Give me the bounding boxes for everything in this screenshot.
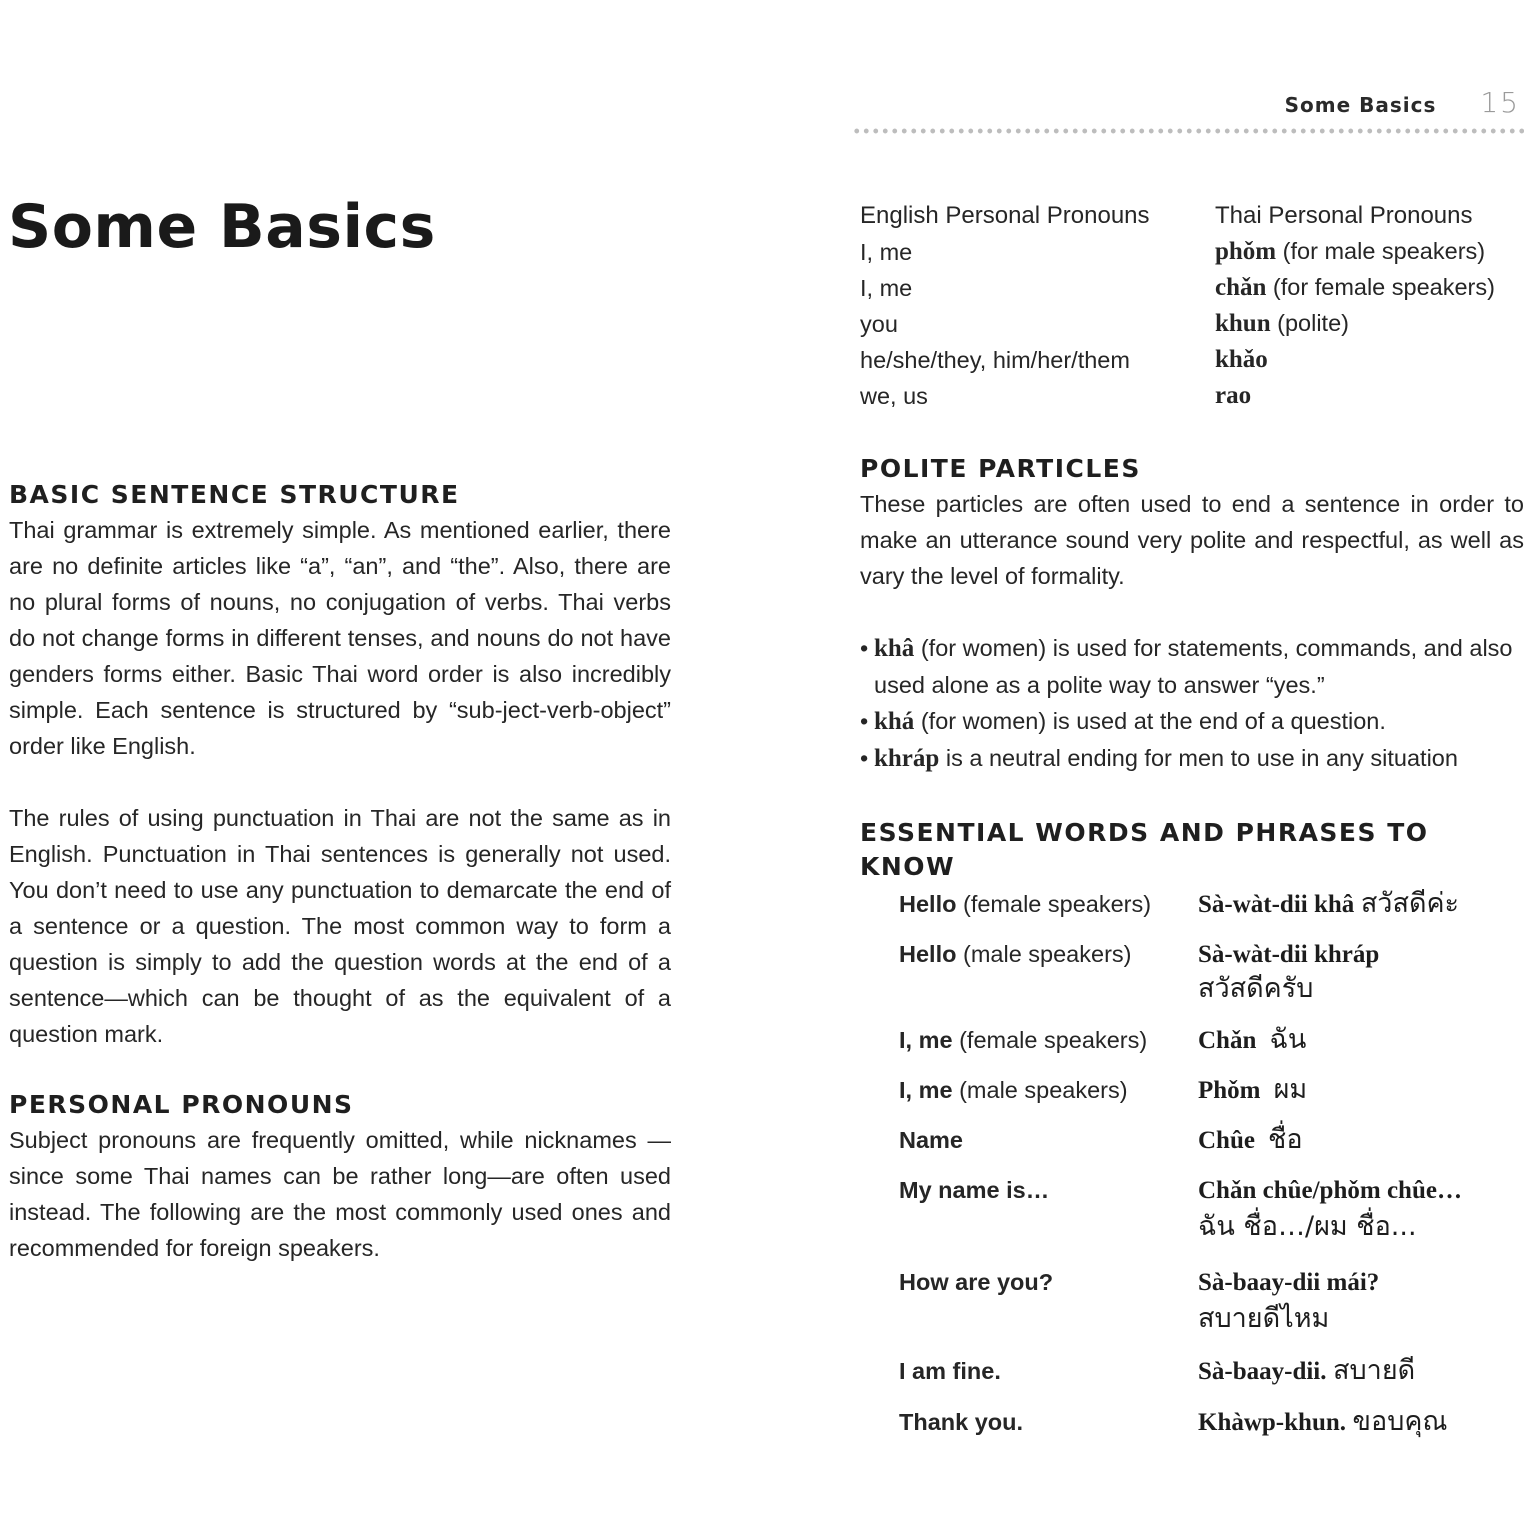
list-item bbox=[860, 740, 1524, 777]
phrase-row bbox=[899, 1020, 1524, 1070]
phrase-thai-script: ผม bbox=[1273, 1074, 1308, 1105]
phrase-note: (male speakers) bbox=[956, 941, 1132, 967]
phrase-thai-cell bbox=[1198, 1070, 1307, 1120]
phrase-note: (female speakers) bbox=[956, 891, 1152, 917]
phrase-english: How are you? bbox=[899, 1269, 1054, 1295]
phrase-thai-cell bbox=[1198, 1170, 1462, 1262]
pronoun-table-header bbox=[860, 198, 1524, 234]
phrase-english-cell bbox=[899, 1120, 1198, 1170]
pronoun-english: he/she/they, him/her/them bbox=[860, 346, 1130, 373]
essential-phrases-heading: ESSENTIAL WORDS AND PHRASES TO KNOW bbox=[860, 818, 1429, 881]
pronoun-thai: khun bbox=[1215, 310, 1271, 337]
polite-particles-paragraph: These particles are often used to end a sentence in order to make an utterance sound very polite and respectful, as well as vary the level of formality. bbox=[860, 491, 1524, 589]
essential-phrases-section bbox=[860, 816, 1524, 884]
left-column bbox=[9, 478, 671, 1266]
pronoun-thai-cell bbox=[1215, 382, 1251, 410]
phrase-english-cell bbox=[899, 1402, 1198, 1452]
particle-term: khráp bbox=[874, 745, 940, 772]
phrase-english: I am fine. bbox=[899, 1358, 1001, 1384]
personal-pronouns-heading: PERSONAL PRONOUNS bbox=[9, 1090, 354, 1119]
pronoun-english: I, me bbox=[860, 238, 913, 265]
particle-description: is a neutral ending for men to use in any situation bbox=[939, 745, 1458, 771]
pronoun-table bbox=[860, 198, 1524, 414]
phrase-english-cell bbox=[899, 1262, 1198, 1351]
phrase-romanized: Sà-baay-dii. bbox=[1198, 1358, 1327, 1385]
phrase-thai-script: ฉัน ชื่อ…/ผม ชื่อ... bbox=[1198, 1211, 1417, 1242]
phrase-note: (female speakers) bbox=[952, 1027, 1148, 1053]
running-title: Some Basics bbox=[1284, 93, 1437, 117]
phrase-romanized: Sà-wàt-dii khráp bbox=[1198, 941, 1380, 968]
phrase-romanized: Sà-baay-dii mái? bbox=[1198, 1269, 1380, 1296]
pronoun-english: I, me bbox=[860, 274, 913, 301]
phrase-english-cell bbox=[899, 1020, 1198, 1070]
pronoun-row bbox=[860, 306, 1524, 342]
page-title: Some Basics bbox=[8, 192, 436, 262]
pronoun-thai-cell bbox=[1215, 238, 1485, 266]
phrase-thai-cell bbox=[1198, 1120, 1303, 1170]
phrase-romanized: Chǎn bbox=[1198, 1027, 1257, 1054]
phrase-english: I, me bbox=[899, 1077, 953, 1103]
pronoun-english: you bbox=[860, 310, 898, 337]
particle-term: khá bbox=[874, 708, 915, 735]
pronoun-thai-cell bbox=[1215, 274, 1495, 302]
pronoun-row bbox=[860, 378, 1524, 414]
phrase-romanized: Sà-wàt-dii khâ bbox=[1198, 891, 1355, 918]
phrase-thai-cell bbox=[1198, 1351, 1415, 1402]
pronoun-note: (for male speakers) bbox=[1276, 238, 1486, 264]
phrase-english: My name is… bbox=[899, 1177, 1050, 1203]
pronoun-thai: phǒm bbox=[1215, 238, 1277, 265]
phrase-thai-cell bbox=[1198, 884, 1459, 934]
phrase-thai-cell bbox=[1198, 1020, 1306, 1070]
pronoun-thai: chǎn bbox=[1215, 274, 1267, 301]
pronoun-row bbox=[860, 342, 1524, 378]
phrase-english: Thank you. bbox=[899, 1409, 1024, 1435]
pronoun-thai-cell bbox=[1215, 310, 1349, 338]
particle-description: (for women) is used at the end of a question. bbox=[914, 708, 1386, 734]
phrase-english: I, me bbox=[899, 1027, 953, 1053]
phrase-thai-script: สวัสดีค่ะ bbox=[1360, 888, 1460, 919]
phrase-thai-cell bbox=[1198, 1402, 1447, 1452]
particle-description: (for women) is used for statements, commands, and also used alone as a polite way to answer “yes.” bbox=[874, 635, 1513, 698]
pronoun-note: (for female speakers) bbox=[1266, 274, 1495, 300]
phrase-thai-cell bbox=[1198, 934, 1379, 1020]
pronoun-english: we, us bbox=[860, 382, 928, 409]
phrase-thai-script: สบายดี bbox=[1333, 1355, 1416, 1386]
personal-pronouns-paragraph: Subject pronouns are frequently omitted, while nicknames —since some Thai names can be rather long—are often used instead. The following are the most commonly used ones and recommended for foreign speakers. bbox=[9, 1127, 671, 1261]
pronoun-row bbox=[860, 234, 1524, 270]
sentence-structure-paragraph-2: The rules of using punctuation in Thai are not the same as in English. Punctuation in Thai sentences is generally not used. You don’t need to use any punctuation to demarcate the end of a sentence or a question. The most common way to form a question is simply to add the question words at the end of a sentence—which can be thought of as the equivalent of a question mark. bbox=[9, 805, 671, 1047]
phrase-thai-script: ชื่อ bbox=[1268, 1124, 1303, 1155]
phrase-row bbox=[899, 1402, 1524, 1452]
phrase-row bbox=[899, 1070, 1524, 1120]
phrase-romanized: Phǒm bbox=[1198, 1077, 1261, 1104]
phrase-row bbox=[899, 1170, 1524, 1262]
phrase-romanized: Khàwp-khun. bbox=[1198, 1409, 1346, 1436]
pronoun-thai: khǎo bbox=[1215, 346, 1268, 373]
phrase-english: Name bbox=[899, 1127, 964, 1153]
phrase-thai-cell bbox=[1198, 1262, 1379, 1351]
phrase-note: (male speakers) bbox=[952, 1077, 1128, 1103]
phrase-english-cell bbox=[899, 1351, 1198, 1402]
running-head bbox=[1285, 86, 1520, 119]
phrase-thai-script: ขอบคุณ bbox=[1352, 1406, 1448, 1437]
phrase-thai-script: สบายดีไหม bbox=[1198, 1303, 1330, 1334]
phrase-romanized: Chǎn chûe/phǒm chûe… bbox=[1198, 1177, 1462, 1204]
phrase-english-cell bbox=[899, 884, 1198, 934]
polite-particles-list bbox=[860, 630, 1524, 777]
pronoun-thai-cell bbox=[1215, 346, 1268, 374]
bullet-icon: • bbox=[860, 745, 869, 771]
pronoun-thai: rao bbox=[1215, 382, 1252, 409]
list-item bbox=[860, 703, 1524, 740]
basic-sentence-structure-heading: BASIC SENTENCE STRUCTURE bbox=[9, 480, 460, 509]
bullet-icon: • bbox=[860, 635, 869, 661]
thai-pronouns-header: Thai Personal Pronouns bbox=[1215, 202, 1473, 229]
phrase-english: Hello bbox=[899, 891, 957, 917]
phrase-row bbox=[899, 1351, 1524, 1402]
english-pronouns-header: English Personal Pronouns bbox=[860, 202, 1150, 229]
phrase-english: Hello bbox=[899, 941, 957, 967]
polite-particles-heading: POLITE PARTICLES bbox=[860, 454, 1141, 483]
phrase-romanized: Chûe bbox=[1198, 1127, 1255, 1154]
polite-particles-section bbox=[860, 452, 1524, 777]
pronoun-note: (polite) bbox=[1270, 310, 1349, 336]
phrase-english-cell bbox=[899, 1070, 1198, 1120]
phrase-row bbox=[899, 884, 1524, 934]
phrase-row bbox=[899, 1262, 1524, 1351]
phrase-thai-script: ฉัน bbox=[1269, 1024, 1307, 1055]
particle-term: khâ bbox=[874, 635, 915, 662]
sentence-structure-paragraph-1: Thai grammar is extremely simple. As mentioned earlier, there are no definite articles like “a”, “an”, and “the”. Also, there are no plural forms of nouns, no conjugation of verbs. Thai verbs do not change forms in different tenses, and nouns do not have genders forms either. Basic Thai word order is also incredibly simple. Each sentence is structured by “sub-ject-verb-object” order like English. bbox=[9, 517, 671, 759]
phrase-thai-script: สวัสดีครับ bbox=[1198, 973, 1314, 1004]
phrase-row bbox=[899, 1120, 1524, 1170]
phrase-table bbox=[899, 884, 1524, 1452]
dotted-divider bbox=[852, 128, 1524, 134]
phrase-english-cell bbox=[899, 934, 1198, 1020]
bullet-icon: • bbox=[860, 708, 869, 734]
list-item bbox=[860, 630, 1524, 703]
phrase-english-cell bbox=[899, 1170, 1198, 1262]
phrase-row bbox=[899, 934, 1524, 1020]
page-number: 15 bbox=[1480, 86, 1520, 119]
pronoun-row bbox=[860, 270, 1524, 306]
